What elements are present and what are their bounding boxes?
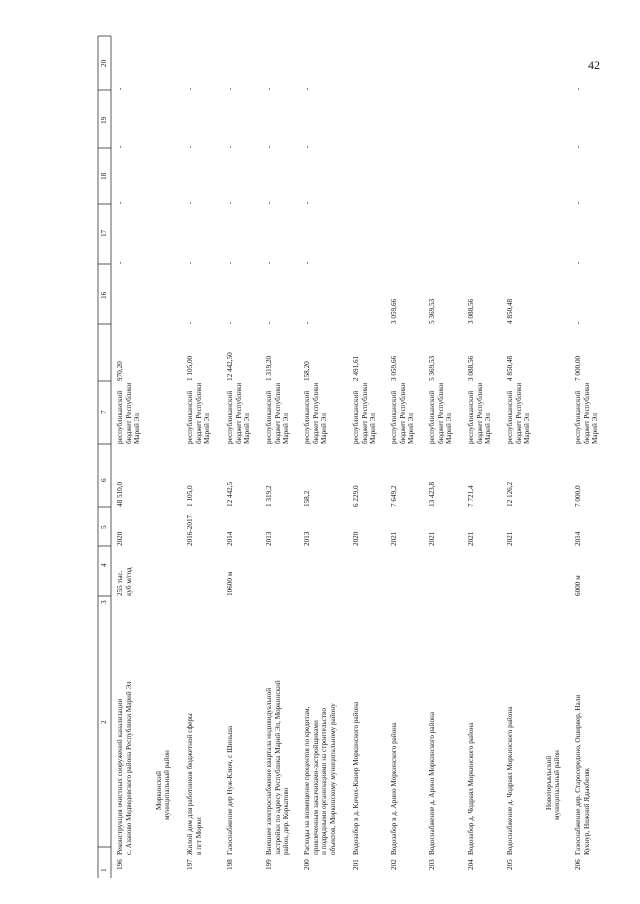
page-number: 42 [588,58,600,72]
funding-source: бюджет Республики [124,382,133,444]
column-number-header: 5 [100,525,108,529]
funding-source: республиканский [467,390,475,444]
dash-c18: - [226,201,234,204]
object-name: Газоснабжение дер. Старосередино, Оширвер, Нали [574,694,582,855]
year: 2014 [574,531,582,546]
column-number-header: 18 [100,172,108,180]
amount-col16: - [303,321,311,324]
row-number: 204 [467,859,475,870]
object-name: привлеченным заказчиками-застройщиками [311,720,320,855]
dash-c20: - [574,87,582,90]
funding-source: республиканский [390,390,398,444]
year: 2014 [226,531,234,546]
funding-source: бюджет Республики [514,382,523,444]
row-number: 205 [506,859,514,870]
funding-source: республиканский [226,390,234,444]
object-name: застройки по адресу Республика Марий Эл, Моркинский [273,680,282,855]
column-number-header: 1 [100,868,108,872]
year: 2016-2017 [186,514,194,546]
dash-c19: - [265,145,273,148]
column-number-header: 16 [100,291,108,299]
year: 2021 [506,531,514,546]
object-name: Кукнур, Нижний Ядыкбеляк [582,767,591,855]
amount-col7: 970,20 [116,361,124,381]
object-name: и подрядными организациями на строительство [320,708,329,855]
funding-source: Марий Эл [523,413,532,444]
amount-col7: 3 059,66 [390,355,398,381]
amount-col7: 5 369,53 [428,355,436,381]
column-number-header: 4 [100,563,108,567]
funding-source: республиканский [428,390,436,444]
amount-col16: 3 088,56 [467,298,475,324]
funding-source: Марий Эл [407,413,416,444]
dash-c17: - [303,261,311,264]
funding-source: бюджет Республики [273,382,282,444]
dash-c19: - [186,145,194,148]
row-number: 197 [186,859,194,870]
column-number-header: 3 [100,600,108,604]
funding-source: Марий Эл [591,413,600,444]
funding-source: Марий Эл [369,413,378,444]
dash-c18: - [303,201,311,204]
dash-c19: - [303,145,311,148]
estimated-cost: 7 000,0 [574,485,582,507]
dash-c20: - [186,87,194,90]
estimated-cost: 13 423,8 [428,481,436,507]
section-title: Новоторъяльский [545,755,553,810]
dash-c17: - [116,261,124,264]
funding-source: Марий Эл [282,413,291,444]
dash-c19: - [116,145,124,148]
funding-source: республиканский [186,390,194,444]
object-name: Жилой дом для работников бюджетной сферы [186,713,194,855]
dash-c18: - [116,201,124,204]
amount-col16: 5 369,53 [428,298,436,324]
object-name: Расходы на возмещение процентов по кредитам, [303,706,311,855]
funding-source: бюджет Республики [360,382,369,444]
capacity: 10600 м [226,571,234,596]
column-number-header: 2 [100,720,108,724]
funding-source: бюджет Республики [234,382,243,444]
estimated-cost: 48 510,0 [116,481,124,507]
dash-c19: - [574,145,582,148]
funding-source: республиканский [265,390,273,444]
funding-source: Марий Эл [133,413,142,444]
object-name: Водозабор в д. Арино Моркинского района [390,722,398,855]
amount-col7: 7 000,00 [574,355,582,381]
estimated-cost: 7 649,2 [390,485,398,507]
year: 2020 [352,531,360,546]
amount-col7: 1 105,00 [186,355,194,381]
column-number-header: 6 [100,478,108,482]
funding-source: Марий Эл [203,413,212,444]
row-number: 203 [428,859,436,870]
object-name: Внешнее электроснабжение квартала индивидуальной [265,687,273,855]
year: 2021 [428,531,436,546]
section-title: Моркинский [155,771,163,810]
funding-source: Марий Эл [320,413,329,444]
funding-source: бюджет Республики [475,382,484,444]
funding-source: бюджет Республики [311,382,320,444]
amount-col7: 3 088,56 [467,355,475,381]
row-number: 200 [303,859,311,870]
year: 2020 [116,531,124,546]
section-title: муниципальный район [553,750,561,820]
object-name: район, дер. Коркатово [282,787,291,855]
amount-col7: 1 319,20 [265,355,273,381]
funding-source: Марий Эл [445,413,454,444]
dash-c18: - [265,201,273,204]
estimated-cost: 1 105,0 [186,485,194,507]
funding-source: республиканский [303,390,311,444]
funding-source: республиканский [574,390,582,444]
object-name: Газоснабжение дер Нуж-Ключ, с Шиньша [226,725,234,855]
column-number-header: 7 [100,410,108,414]
amount-col16: 4 850,48 [506,298,514,324]
amount-col16: 3 059,66 [390,298,398,324]
object-name: Водоснабжение д. Чодраял Моркинского района [506,706,514,855]
dash-c18: - [186,201,194,204]
capacity: 6000 м [574,575,582,596]
estimated-cost: 12 442,5 [226,481,234,507]
estimated-cost: 12 126,2 [506,481,514,507]
column-number-header: 19 [100,116,108,124]
dash-c17: - [186,261,194,264]
amount-col7: 12 442,50 [226,352,234,381]
estimated-cost: 158,2 [303,490,311,507]
section-title: муниципальный район [163,750,171,820]
amount-col7: 2 491,61 [352,355,360,381]
amount-col16: - [265,321,273,324]
row-number: 199 [265,859,273,870]
amount-col7: 4 850,48 [506,355,514,381]
year: 2021 [390,531,398,546]
dash-c17: - [226,261,234,264]
funding-source: Марий Эл [243,413,252,444]
capacity: 255 тыс. [116,570,124,596]
row-number: 206 [574,859,582,870]
funding-source: бюджет Республики [582,382,591,444]
dash-c17: - [265,261,273,264]
year: 2013 [265,531,273,546]
estimated-cost: 7 721,4 [467,485,475,507]
column-number-header: 20 [100,59,108,67]
estimated-cost: 1 319,2 [265,485,273,507]
year: 2021 [467,531,475,546]
object-name: в пгт Морки [194,817,203,855]
funding-source: бюджет Республики [436,382,445,444]
dash-c20: - [265,87,273,90]
amount-col7: 158,20 [303,361,311,381]
object-name: Водозабор в д. Кичох-Кинер Моркинского района [352,701,360,855]
funding-source: республиканский [116,390,124,444]
object-name: Реконструкция очистных сооружений канализации [116,698,124,855]
funding-source: Марий Эл [484,413,493,444]
dash-c20: - [303,87,311,90]
capacity: куб м/год [124,567,133,596]
object-name: Водоснабжение д. Арино Моркинского района [428,711,436,855]
row-number: 202 [390,859,398,870]
row-number: 201 [352,859,360,870]
funding-source: республиканский [352,390,360,444]
year: 2013 [303,531,311,546]
amount-col16: - [186,321,194,324]
row-number: 198 [226,859,234,870]
dash-c18: - [574,201,582,204]
amount-col16: - [574,321,582,324]
estimated-cost: 6 229,0 [352,485,360,507]
object-name: объектов, Моркинскому муниципальному району [328,703,337,855]
funding-source: бюджет Республики [398,382,407,444]
object-name: Водозабор д. Чодраял Моркинского района [467,722,475,855]
dash-c17: - [574,261,582,264]
column-number-header: 17 [100,229,108,237]
row-number: 196 [116,859,124,870]
object-name: с. Азаново Медведевского района Республики Марий Эл [124,681,133,855]
funding-source: бюджет Республики [194,382,203,444]
dash-c20: - [226,87,234,90]
amount-col16: - [226,321,234,324]
dash-c19: - [226,145,234,148]
dash-c20: - [116,87,124,90]
funding-source: республиканский [506,390,514,444]
